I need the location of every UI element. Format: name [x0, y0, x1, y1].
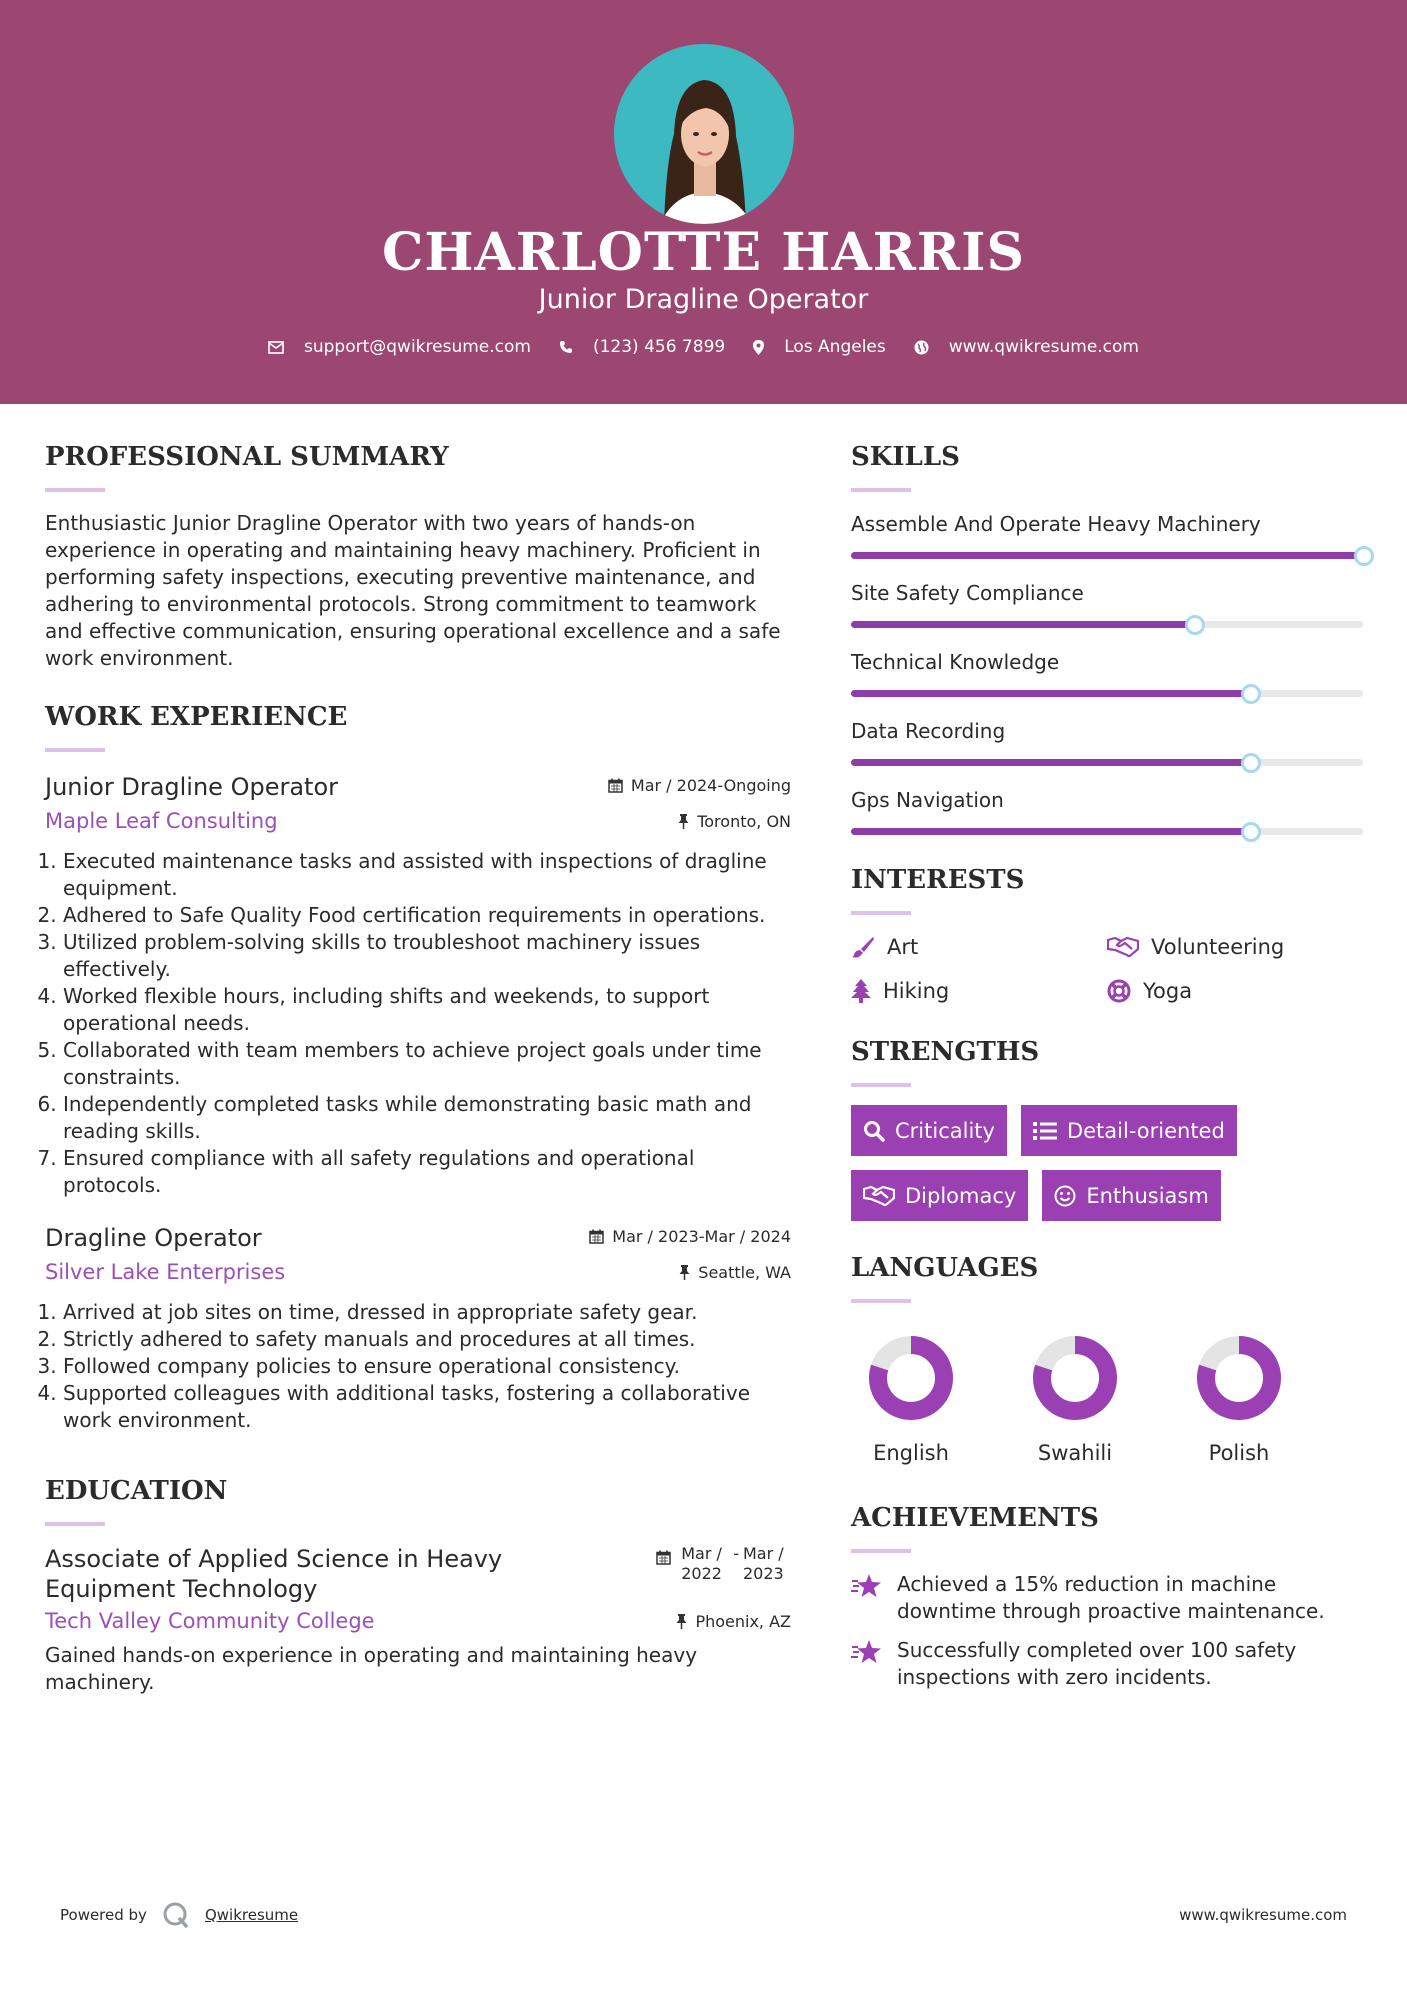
calendar-icon [589, 1229, 604, 1244]
duty-item: 1. Executed maintenance tasks and assisted with inspections of dragline equipment. [63, 848, 791, 902]
language-name: Swahili [1037, 1441, 1113, 1465]
skill-bar [851, 759, 1363, 766]
job-date-text: Mar / 2024-Ongoing [630, 776, 791, 795]
education-end: Mar / 2023 [743, 1544, 784, 1583]
section-divider [45, 488, 105, 492]
job-entry [45, 770, 791, 1199]
duty-item: 7. Ensured compliance with all safety regulations and operational protocols. [63, 1145, 791, 1199]
strength-tag [1042, 1170, 1220, 1221]
achievement-item [851, 1637, 1363, 1691]
interests-list [851, 933, 1363, 1005]
candidate-title: Junior Dragline Operator [538, 284, 869, 315]
company-name: Silver Lake Enterprises [45, 1260, 286, 1284]
interests-heading: INTERESTS [851, 865, 1025, 895]
language-donut [1030, 1333, 1120, 1423]
achievements-heading: ACHIEVEMENTS [851, 1503, 1099, 1533]
experience-heading: WORK EXPERIENCE [45, 702, 348, 732]
strength-tag [1021, 1105, 1237, 1156]
paintbrush-icon [851, 935, 875, 959]
interest-label: Hiking [883, 979, 950, 1003]
company-name: Maple Leaf Consulting [45, 809, 278, 833]
skill-level-knob [1241, 753, 1261, 773]
skill-level-knob [1241, 822, 1261, 842]
skill-name: Data Recording [851, 719, 1006, 743]
pushpin-icon [678, 814, 689, 829]
search-icon [863, 1120, 885, 1142]
contact-website[interactable] [914, 337, 1139, 357]
degree-title: Associate of Applied Science in Heavy Equipment Technology [45, 1545, 503, 1603]
envelope-icon [268, 341, 284, 354]
job-date-text: Mar / 2023-Mar / 2024 [612, 1227, 791, 1246]
duty-item: 1. Arrived at job sites on time, dressed in appropriate safety gear. [63, 1299, 791, 1326]
contact-phone[interactable] [559, 337, 725, 357]
skill-bar [851, 552, 1363, 559]
language-name: English [873, 1441, 949, 1465]
languages-heading: LANGUAGES [851, 1253, 1039, 1283]
profile-photo [614, 44, 794, 224]
lifebuoy-icon [1107, 979, 1131, 1003]
skill-item [851, 510, 1363, 559]
interest-label: Art [887, 935, 919, 959]
globe-icon [914, 340, 929, 355]
interest-item [1107, 977, 1363, 1005]
skill-level-knob [1241, 684, 1261, 704]
duty-item: 2. Strictly adhered to safety manuals and procedures at all times. [63, 1326, 791, 1353]
duty-item: 4. Worked flexible hours, including shifts and weekends, to support operational needs. [63, 983, 791, 1037]
achievement-text: Achieved a 15% reduction in machine downtime through proactive maintenance. [897, 1572, 1325, 1623]
handshake-icon [1107, 936, 1139, 958]
job-location [678, 812, 791, 831]
skill-name: Gps Navigation [851, 788, 1004, 812]
section-divider [851, 1549, 911, 1553]
interest-label: Volunteering [1151, 935, 1285, 959]
strengths-list [851, 1105, 1363, 1221]
education-entry [45, 1544, 791, 1696]
contact-bar [0, 337, 1407, 357]
skill-level-knob [1354, 546, 1374, 566]
interest-item [851, 933, 1107, 961]
star-icon [851, 1573, 883, 1599]
job-date [608, 776, 791, 795]
strength-tag [851, 1105, 1007, 1156]
skill-name: Site Safety Compliance [851, 581, 1084, 605]
summary-heading: PROFESSIONAL SUMMARY [45, 442, 449, 472]
summary-text: Enthusiastic Junior Dragline Operator with two years of hands-on experience in operating and maintaining heavy machinery. Proficient in performing safety inspections, executing preventive maintenance, and adhering to environmental protocols. Strong commitment to teamwork and effective communication, ensuring operational excellence and a safe work environment. [45, 511, 781, 670]
skill-bar [851, 621, 1363, 628]
achievements-list [851, 1571, 1363, 1691]
pushpin-icon [676, 1614, 687, 1629]
skills-heading: SKILLS [851, 442, 960, 472]
left-column [45, 440, 791, 1696]
job-duties [45, 848, 791, 1199]
list-icon [1033, 1121, 1057, 1141]
qwikresume-logo-icon [161, 1900, 191, 1930]
strength-label: Detail-oriented [1066, 1118, 1225, 1143]
section-divider [851, 488, 911, 492]
job-location [679, 1263, 791, 1282]
achievement-item [851, 1571, 1363, 1625]
education-heading: EDUCATION [45, 1476, 228, 1506]
duty-item: 3. Utilized problem-solving skills to troubleshoot machinery issues effectively. [63, 929, 791, 983]
section-divider [851, 1299, 911, 1303]
duty-item: 2. Adhered to Safe Quality Food certification requirements in operations. [63, 902, 791, 929]
education-start: Mar / 2022 [681, 1544, 722, 1583]
location-text: Los Angeles [784, 337, 886, 357]
skill-name: Assemble And Operate Heavy Machinery [851, 512, 1261, 536]
achievement-text: Successfully completed over 100 safety inspections with zero incidents. [897, 1638, 1297, 1689]
strength-label: Criticality [895, 1118, 995, 1143]
star-icon [851, 1639, 883, 1665]
job-location-text: Toronto, ON [697, 812, 791, 831]
language-name: Polish [1208, 1441, 1270, 1465]
calendar-icon [656, 1550, 671, 1565]
language-item [851, 1333, 971, 1465]
language-item [1015, 1333, 1135, 1465]
school-name: Tech Valley Community College [45, 1609, 375, 1633]
interest-item [1107, 933, 1363, 961]
job-title: Junior Dragline Operator [45, 773, 339, 801]
language-item [1179, 1333, 1299, 1465]
website-text: www.qwikresume.com [948, 337, 1139, 357]
education-location [676, 1612, 791, 1631]
skill-item [851, 786, 1363, 835]
smile-icon [1054, 1185, 1076, 1207]
pushpin-icon [679, 1265, 690, 1280]
language-donut [1194, 1333, 1284, 1423]
map-pin-icon [753, 340, 764, 355]
skill-level-knob [1185, 615, 1205, 635]
footer-credit [60, 1900, 298, 1930]
section-divider [45, 1522, 105, 1526]
skills-list [851, 510, 1363, 835]
contact-email[interactable] [268, 337, 531, 357]
section-divider [851, 1083, 911, 1087]
education-location-text: Phoenix, AZ [695, 1612, 791, 1631]
job-location-text: Seattle, WA [698, 1263, 791, 1282]
job-duties [45, 1299, 791, 1434]
handshake-icon [863, 1185, 895, 1207]
email-text: support@qwikresume.com [304, 337, 531, 357]
section-divider [45, 748, 105, 752]
skill-item [851, 717, 1363, 766]
interest-label: Yoga [1143, 979, 1193, 1003]
skill-item [851, 648, 1363, 697]
strength-label: Diplomacy [905, 1183, 1017, 1208]
job-date [589, 1227, 791, 1246]
strength-tag [851, 1170, 1028, 1221]
phone-icon [559, 340, 573, 354]
job-title: Dragline Operator [45, 1224, 262, 1252]
phone-text: (123) 456 7899 [592, 337, 726, 357]
education-description: Gained hands-on experience in operating and maintaining heavy machinery. [45, 1643, 698, 1694]
right-column [851, 440, 1363, 1703]
footer-brand-link[interactable]: Qwikresume [204, 1906, 299, 1924]
resume-header [0, 0, 1407, 404]
tree-icon [851, 979, 871, 1003]
strength-label: Enthusiasm [1086, 1183, 1209, 1208]
skill-name: Technical Knowledge [851, 650, 1060, 674]
skill-bar [851, 828, 1363, 835]
duty-item: 3. Followed company policies to ensure operational consistency. [63, 1353, 791, 1380]
calendar-icon [608, 778, 623, 793]
powered-by-label: Powered by [60, 1906, 147, 1924]
education-dates: Mar / 2022 - Mar / 2023 [656, 1544, 791, 1584]
section-divider [851, 911, 911, 915]
candidate-name: CHARLOTTE HARRIS [382, 222, 1025, 283]
languages-list [851, 1333, 1299, 1465]
language-donut [866, 1333, 956, 1423]
contact-location [753, 337, 886, 357]
footer-website[interactable]: www.qwikresume.com [1179, 1906, 1347, 1924]
duty-item: 6. Independently completed tasks while demonstrating basic math and reading skills. [63, 1091, 791, 1145]
duty-item: 5. Collaborated with team members to achieve project goals under time constraints. [63, 1037, 791, 1091]
strengths-heading: STRENGTHS [851, 1037, 1040, 1067]
job-entry [45, 1221, 791, 1434]
skill-bar [851, 690, 1363, 697]
duty-item: 4. Supported colleagues with additional tasks, fostering a collaborative work environment. [63, 1380, 791, 1434]
skill-item [851, 579, 1363, 628]
interest-item [851, 977, 1107, 1005]
